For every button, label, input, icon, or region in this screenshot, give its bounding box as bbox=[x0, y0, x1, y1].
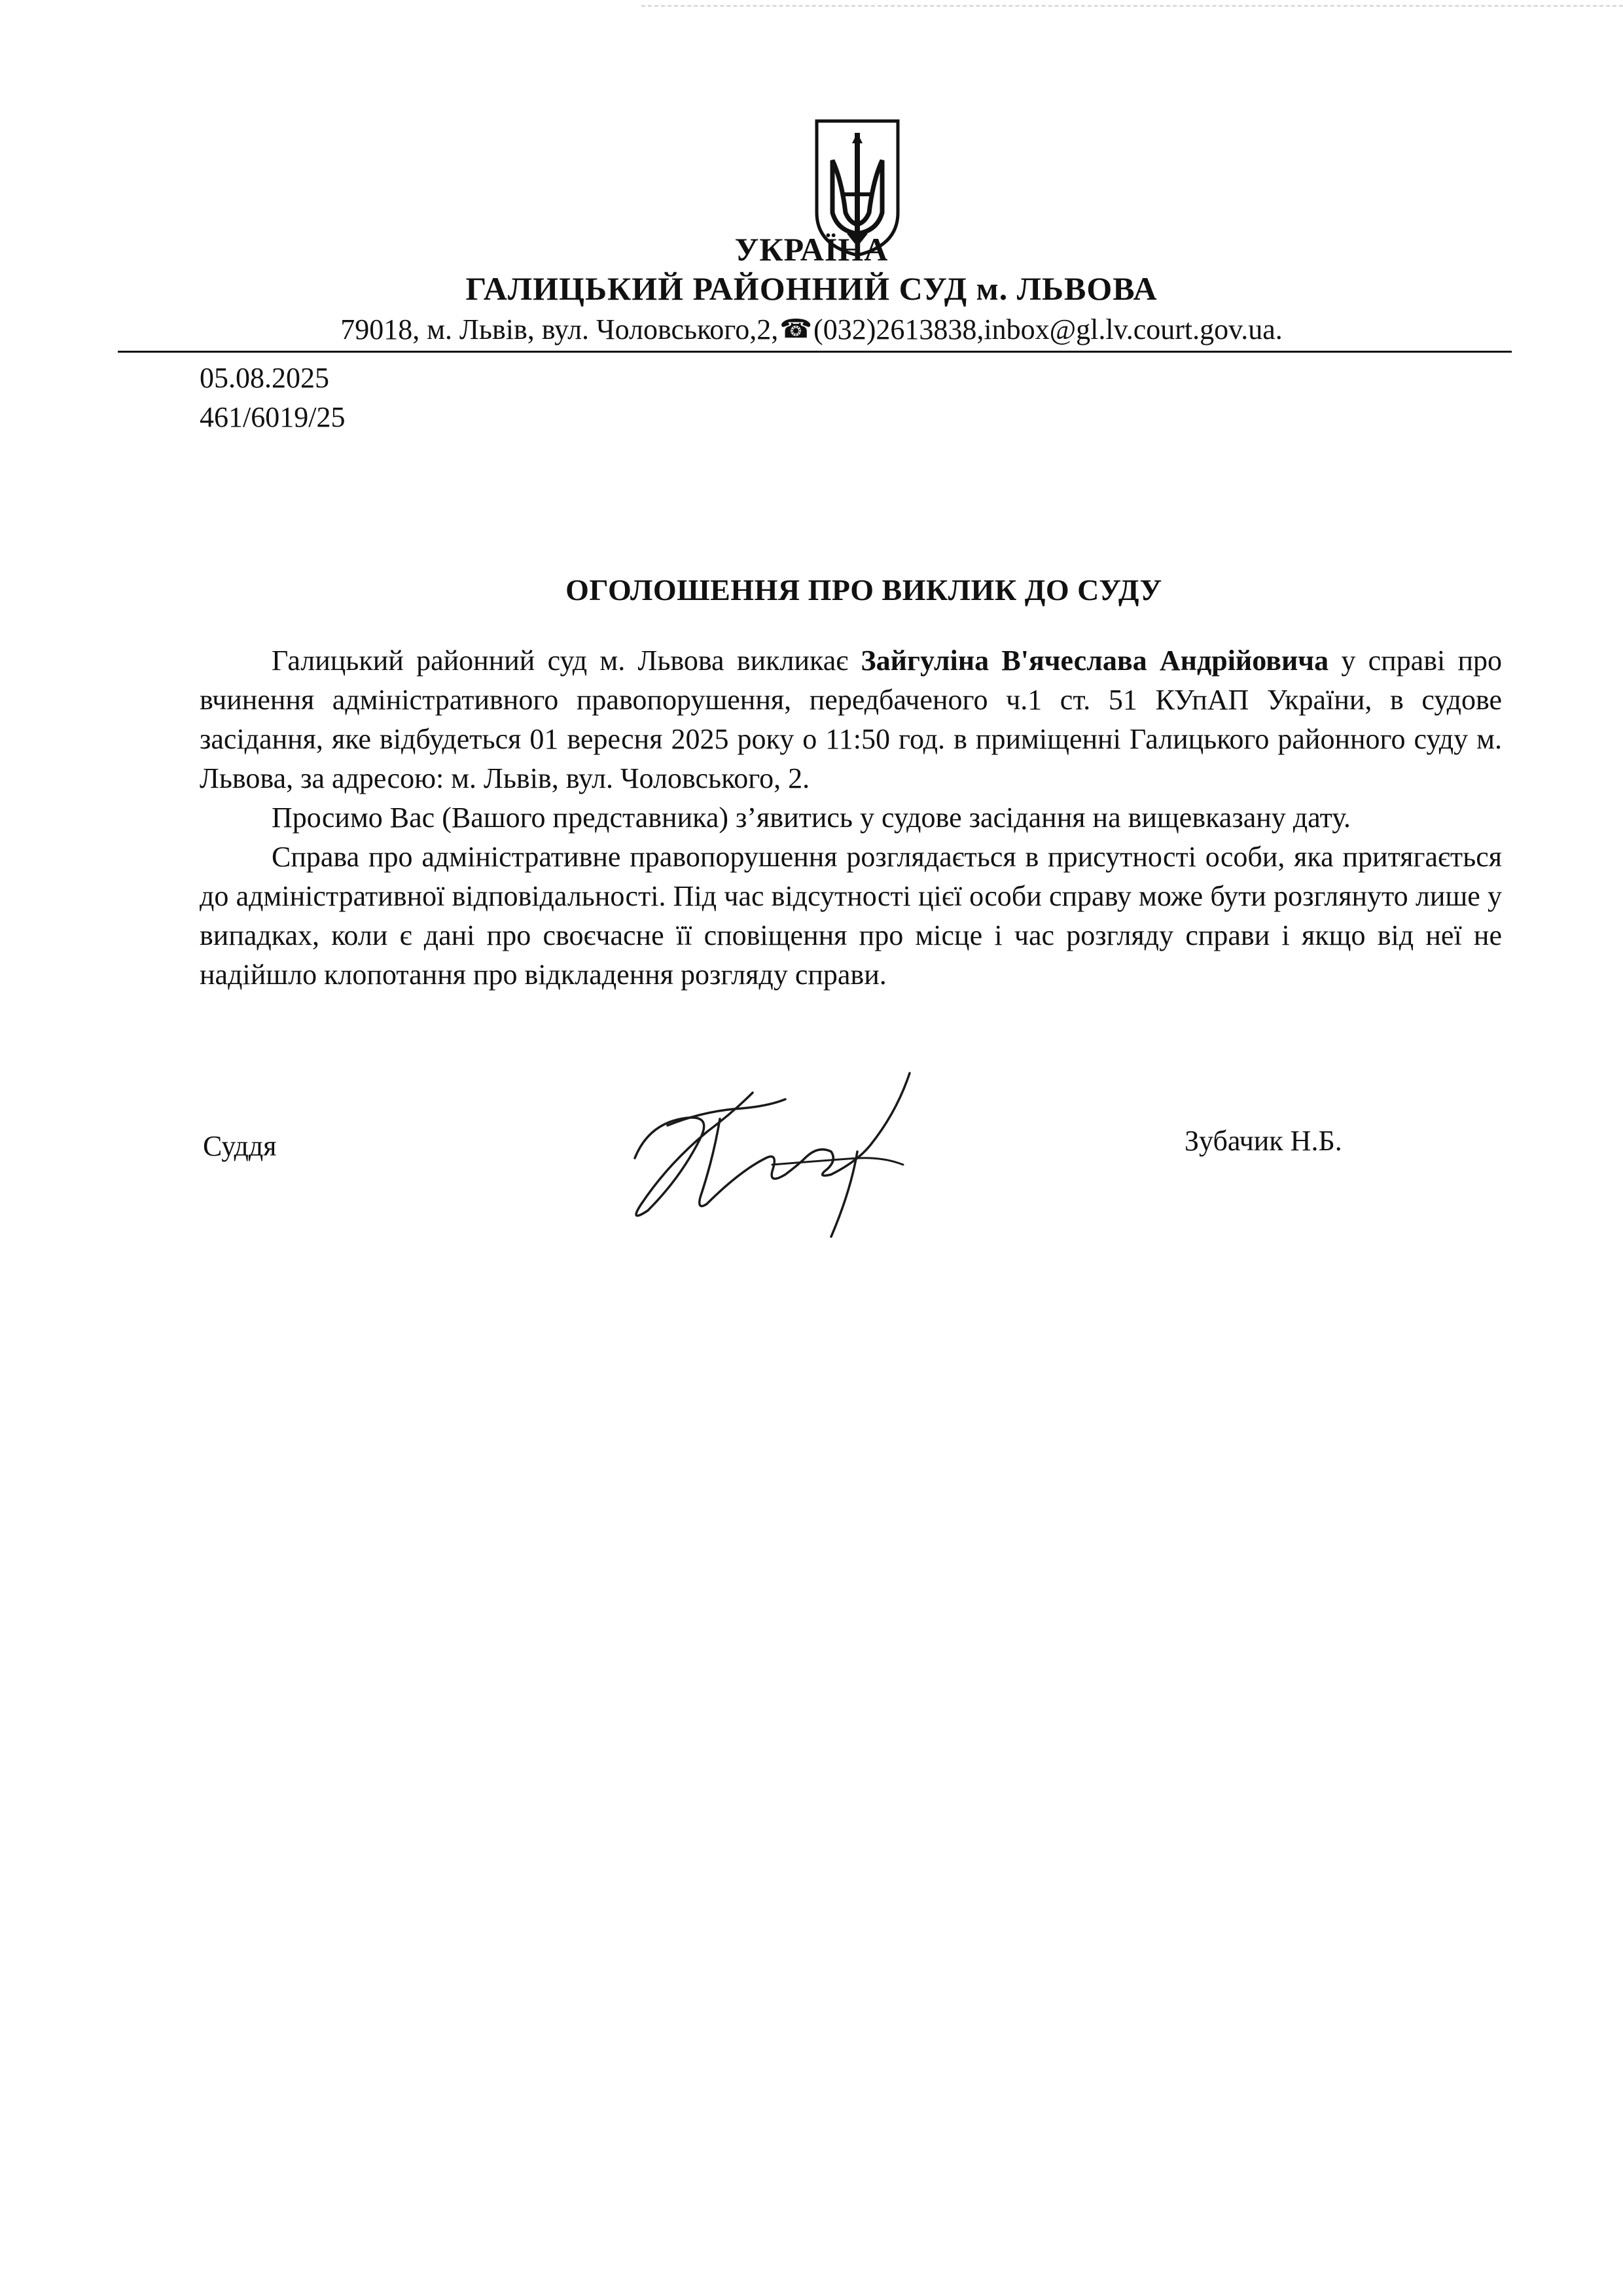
header-divider bbox=[118, 351, 1512, 353]
summons-details: у справі про вчинення адміністративного правопорушення, передбаченого ч.1 ст. 51 КУпАП України, в судове засідання, яке відбудеться 01 вересня 2025 року о 11:50 год. в приміщенні Галицького районного суду м. Львова, за адресою: м. Львів, вул. Чоловського, 2. bbox=[200, 645, 1503, 794]
summons-intro: Галицький районний суд м. Львова викликає bbox=[272, 645, 861, 677]
paragraph-request: Просимо Вас (Вашого представника) з’явитись у судове засідання на вищевказану дату. bbox=[272, 802, 1351, 834]
signature-role: Суддя bbox=[203, 1130, 277, 1162]
case-number: 461/6019/25 bbox=[200, 401, 346, 433]
handwritten-signature bbox=[622, 1047, 923, 1243]
summoned-person: Зайгуліна В'ячеслава Андрійовича bbox=[861, 645, 1329, 677]
address-text: 79018, м. Львів, вул. Чоловського,2, bbox=[340, 313, 779, 345]
scan-edge-line bbox=[641, 5, 1623, 7]
phone-icon: ☎ bbox=[779, 314, 813, 344]
email-address: inbox@gl.lv.court.gov.ua. bbox=[984, 313, 1283, 345]
paragraph-procedure: Справа про адміністративне правопорушення розглядається в присутності особи, яка притягається до адміністративної відповідальності. Під час відсутності цієї особи справу може бути розглянуто лише у випадках, коли є дані про своєчасне її сповіщення про місце і час розгляду справи і якщо від неї не надійшло клопотання про відкладення розгляду справи. bbox=[200, 841, 1502, 991]
document-body bbox=[200, 641, 1502, 995]
document-title: ОГОЛОШЕННЯ ПРО ВИКЛИК ДО СУДУ bbox=[565, 573, 1162, 607]
document-date: 05.08.2025 bbox=[200, 362, 329, 394]
court-name: ГАЛИЦЬКИЙ РАЙОННИЙ СУД м. ЛЬВОВА bbox=[465, 270, 1158, 307]
paragraph-summons bbox=[200, 641, 1502, 798]
phone-number: (032)2613838, bbox=[813, 313, 984, 345]
court-address-line bbox=[0, 313, 1623, 346]
judge-name: Зубачик Н.Б. bbox=[1185, 1125, 1342, 1157]
country-title: УКРАЇНА bbox=[734, 231, 889, 268]
